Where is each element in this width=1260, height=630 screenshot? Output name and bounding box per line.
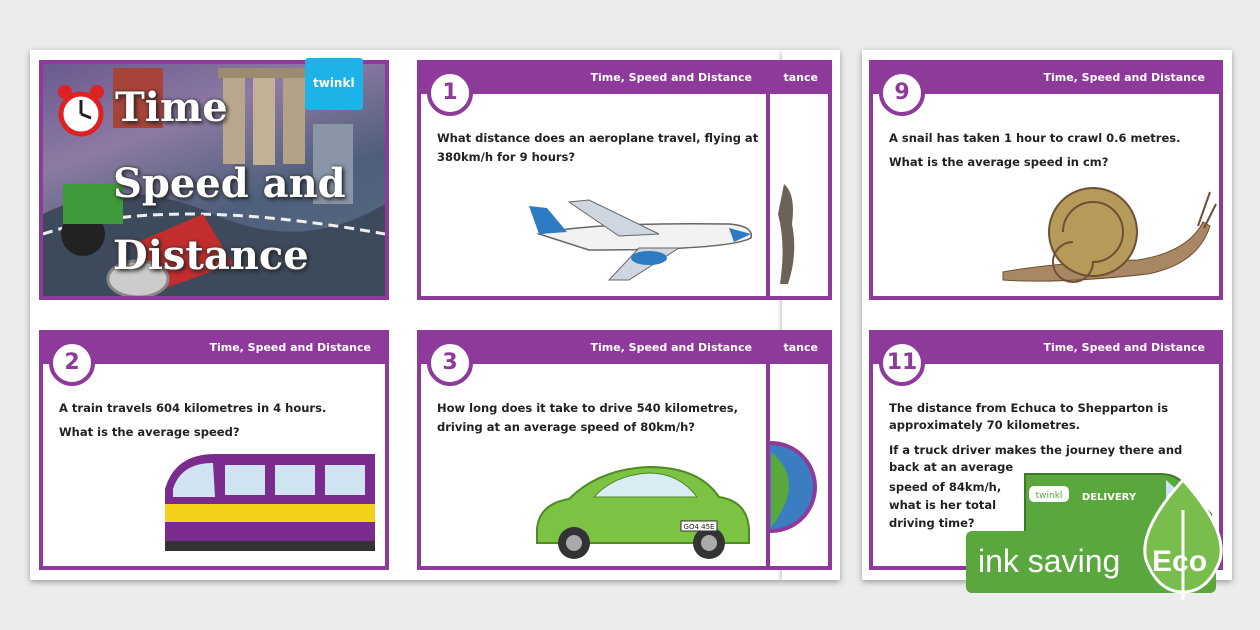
twinkl-logo: twinkl [305, 58, 363, 110]
card-number: 3 [427, 340, 473, 386]
question-line: What distance does an aeroplane travel, flying at [437, 131, 759, 145]
card-header-title: tance [783, 71, 818, 84]
card-number: 2 [49, 340, 95, 386]
question-line: driving at an average speed of 80km/h? [437, 420, 695, 434]
title-line-3: Distance [113, 232, 309, 279]
question-line: What is the average speed? [59, 425, 240, 439]
question-card-3 [417, 330, 770, 570]
question-line: How long does it take to drive 540 kilometres, [437, 401, 738, 415]
card-header-title: Time, Speed and Distance [590, 341, 752, 354]
title-line-1: Time [115, 84, 228, 131]
aeroplane-icon [529, 194, 759, 284]
card-header [873, 334, 1219, 364]
card-number: 9 [879, 70, 925, 116]
question-line: If a truck driver makes the journey there and [889, 443, 1183, 457]
number-plate: GO4 45E [683, 523, 715, 531]
leaf-icon [1138, 480, 1228, 600]
card-number: 11 [879, 340, 925, 386]
peek-card-bottom [766, 330, 832, 570]
card-header [873, 64, 1219, 94]
card-header [766, 64, 828, 94]
van-logo: twinkl [1035, 491, 1063, 501]
question-line: The distance from Echuca to Shepparton is [889, 401, 1169, 415]
title-line-2: Speed and [113, 160, 346, 207]
train-icon [155, 449, 385, 559]
van-text: DELIVERY [1081, 492, 1137, 503]
eco-word: Eco [1152, 545, 1208, 578]
animal-silhouette-icon [774, 184, 804, 294]
question-line: what is her total [889, 498, 997, 512]
question-line: driving time? [889, 516, 975, 530]
card-header-title: Time, Speed and Distance [590, 71, 752, 84]
car-icon [529, 459, 759, 559]
card-header-title: tance [783, 341, 818, 354]
question-card-1 [417, 60, 770, 300]
card-header-title: Time, Speed and Distance [209, 341, 371, 354]
question-line: approximately 70 kilometres. [889, 418, 1081, 432]
peek-card-top [766, 60, 832, 300]
card-header-title: Time, Speed and Distance [1043, 71, 1205, 84]
question-line: 380km/h for 9 hours? [437, 150, 576, 164]
ink-saving-label: ink saving [978, 543, 1121, 579]
question-line: back at an average [889, 460, 1014, 474]
question-card-9 [869, 60, 1223, 300]
question-line: A train travels 604 kilometres in 4 hours. [59, 401, 327, 415]
snail-icon [998, 182, 1218, 292]
globe-icon [766, 432, 826, 542]
card-header [766, 334, 828, 364]
question-card-2 [39, 330, 389, 570]
question-line: What is the average speed in cm? [889, 155, 1109, 169]
card-number: 1 [427, 70, 473, 116]
question-line: A snail has taken 1 hour to crawl 0.6 metres. [889, 131, 1181, 145]
card-header-title: Time, Speed and Distance [1043, 341, 1205, 354]
alarm-clock-icon [55, 82, 107, 138]
question-line: speed of 84km/h, [889, 480, 1002, 494]
